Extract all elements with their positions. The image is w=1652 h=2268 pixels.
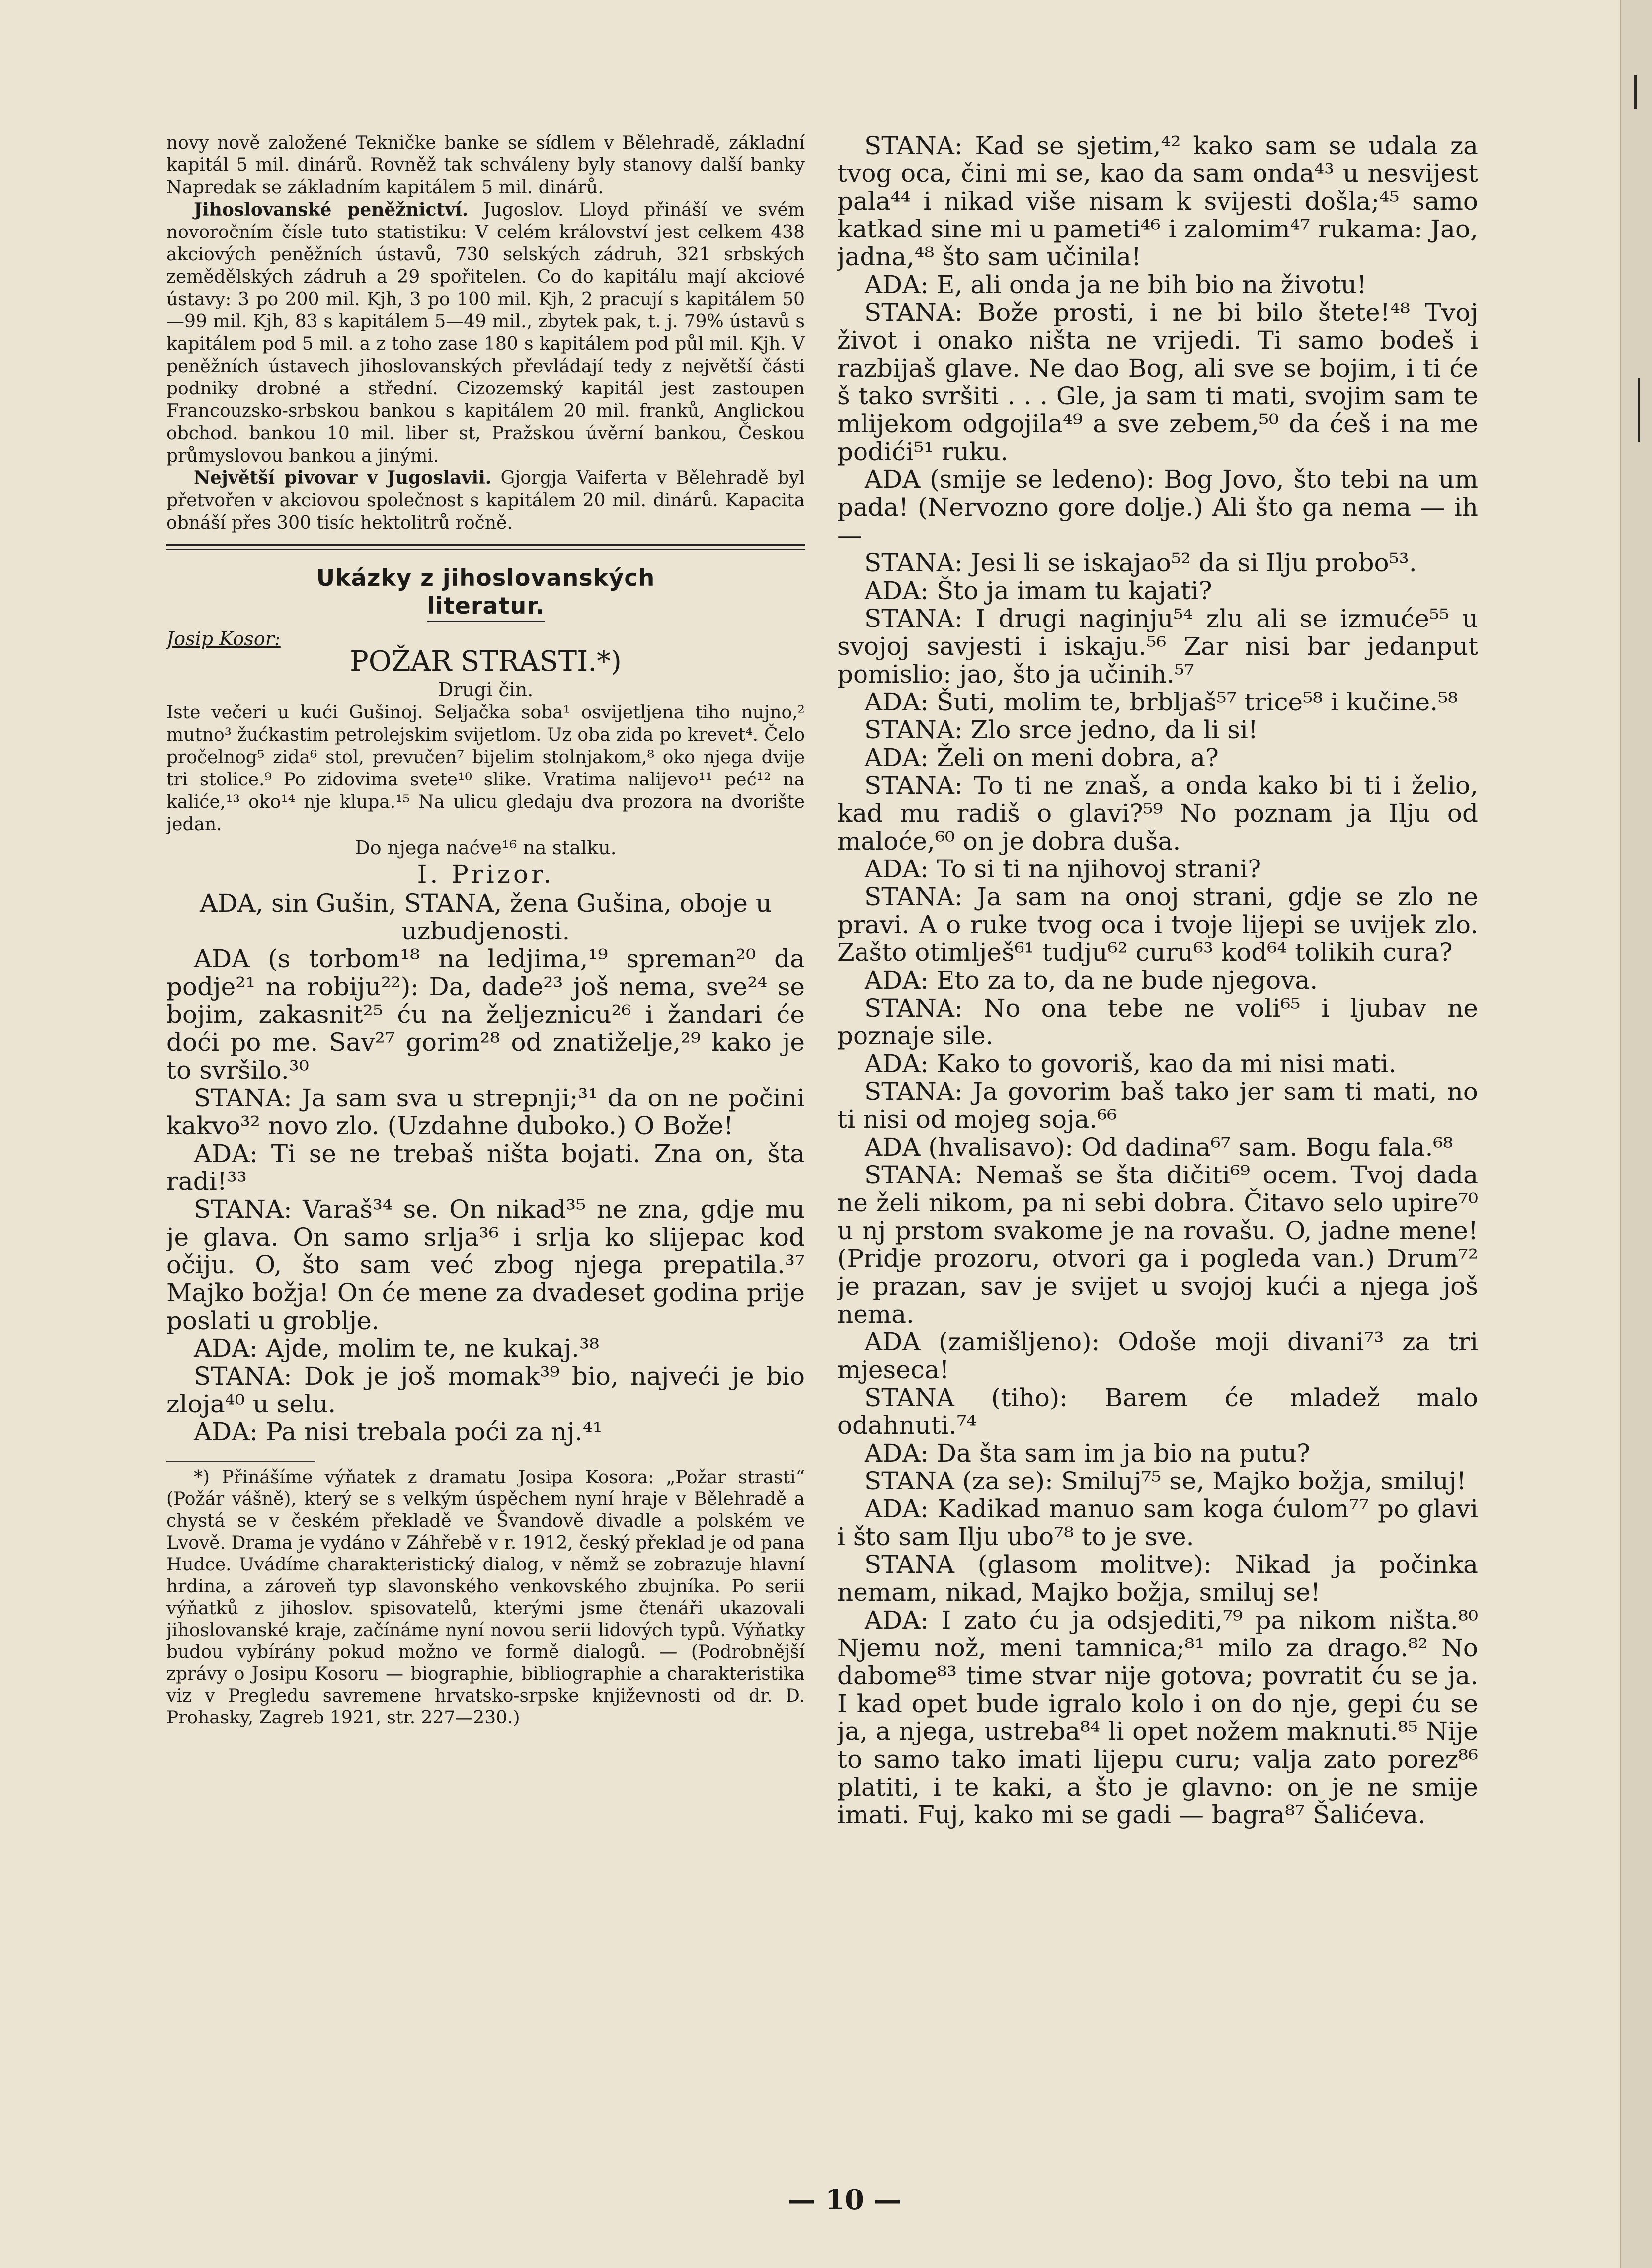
scene-label: I. Prizor. <box>417 860 554 889</box>
paragraph-brewery <box>166 467 805 534</box>
author: Josip Kosor: <box>166 628 281 650</box>
dialogue-line: ADA: Pa nisi trebala poći za nj.⁴¹ <box>194 1417 603 1446</box>
dialogue-line: STANA (za se): Smiluj⁷⁵ se, Majko božja, smiluj! <box>865 1467 1467 1495</box>
margin-mark <box>1634 75 1637 109</box>
dialogue-line: ADA: Ajde, molim te, ne kukaj.³⁸ <box>194 1334 600 1363</box>
left-column <box>166 132 805 2144</box>
dialogue-line: ADA: Kako to govoriš, kao da mi nisi mati. <box>865 1049 1397 1078</box>
stage-direction: Iste večeri u kući Gušinoj. Seljačka soba¹ osvijetljena tiho nujno,² mutno³ žućkastim petrolejskim svijetlom. Uz oba zida po krevet⁴. Čelo pročelnog⁵ zida⁶ stol, prevučen⁷ bijelim stolnjakom,⁸ oko njega dvije tri stolice.⁹ Po zidovima svete¹⁰ slike. Vratima nalijevo¹¹ peć¹² na kaliće,¹³ oko¹⁴ nje klupa.¹⁵ Na ulicu gledaju dva prozora na dvorište jedan. <box>166 703 805 835</box>
footnote-rule <box>166 1461 315 1462</box>
right-column <box>837 132 1478 2144</box>
dialogue-line: ADA: Eto za to, da ne bude njegova. <box>865 966 1318 995</box>
dialogue-line: STANA: Ja govorim baš tako jer sam ti mati, no ti nisi od mojeg soja.⁶⁶ <box>837 1077 1478 1134</box>
dialogue-line: ADA: Ti se ne trebaš ništa bojati. Zna on, šta radi!³³ <box>166 1139 805 1196</box>
section-title-line2: literatur. <box>427 592 545 622</box>
dialogue-line: STANA: Bože prosti, i ne bi bilo štete!⁴⁸ Tvoj život i onako ništa ne vrijedi. Ti samo bodeš i razbijaš glave. Ne dao Bog, ali sve se bojim, i ti će š tako svršiti . . . Gle, ja sam ti mati, svojim sam te mlijekom odgojila⁴⁹ a sve zebem,⁵⁰ da ćeš i na me podići⁵¹ ruku. <box>837 298 1478 466</box>
play-title: POŽAR STRASTI.*) <box>350 645 622 678</box>
dialogue-line: STANA (glasom molitve): Nikad ja počinka nemam, nikad, Majko božja, smiluj se! <box>837 1550 1478 1607</box>
dialogue-line: ADA: To si ti na njihovoj strani? <box>865 855 1261 883</box>
footnote: *) Přinášíme výňatek z dramatu Josipa Kosora: „Požar strasti“ (Požár vášně), který se s velkým úspěchem nyní hraje v Bělehradě a chystá se v českém překladě ve Švandově divadle a polském ve Lvově. Drama je vydáno v Záhřebě v r. 1912, český překlad je od pana Hudce. Uvádíme charakteristický dialog, v němž se zobrazuje hlavní hrdina, a zároveň typ slavonského venkovského zbujníka. Po serii výňatků z jihoslov. spisovatelů, kterými jsme čtenáři ukazovali jihoslovanské kraje, začínáme nyní novou serii lidových typů. Výňatky budou vybírány pokud možno ve formě dialogů. — (Podrobnější zprávy o Josipu Kosoru — biographie, bibliographie a charakteristika viz v Pregledu savremene hrvatsko-srpske književnosti od dr. D. Prohasky, Zagreb 1921, str. 227—230.) <box>166 1467 805 1728</box>
heading-finance: Jihoslovanské peněžnictví. <box>194 199 469 220</box>
dialogue-line: ADA: Želi on meni dobra, a? <box>865 743 1219 772</box>
act-label: Drugi čin. <box>438 679 534 701</box>
section-rule <box>166 544 805 550</box>
text-brewery: Gjorgja Vaiferta v Bělehradě byl přetvořen v akciovou společnost s kapitálem 20 mil. dinárů. Kapacita obnáší přes 300 tisíc hektolitrů ročně. <box>166 468 805 533</box>
dialogue-line: ADA (s torbom¹⁸ na ledjima,¹⁹ spreman²⁰ da podje²¹ na robiju²²): Da, dade²³ još nema, sve²⁴ se bojim, zakasnit²⁵ ću na željeznicu²⁶ i žandari će doći po me. Sav²⁷ gorim²⁸ od znatiželje,²⁹ kako je to svršilo.³⁰ <box>166 944 805 1085</box>
margin-mark <box>1638 378 1640 442</box>
dialogue-line: STANA: Jesi li se iskajao⁵² da si Ilju probo⁵³. <box>865 548 1417 577</box>
page-edge <box>1620 0 1652 2268</box>
cast-list: ADA, sin Gušin, STANA, žena Gušina, oboje u uzbudjenosti. <box>199 889 772 945</box>
dialogue-line: STANA: Zlo srce jedno, da li si! <box>865 715 1258 744</box>
dialogue-line: STANA: No ona tebe ne voli⁶⁵ i ljubav ne poznaje sile. <box>837 994 1478 1050</box>
dialogue-line: ADA: Što ja imam tu kajati? <box>865 576 1212 605</box>
text-finance: Jugoslov. Lloyd přináší ve svém novoročním čísle tuto statistiku: V celém království jest celkem 438 akciových peněžních ústavů, 730 selských zádruh, 321 srbských zemědělských zádruh a 29 spořitelen. Co do kapitálu mají akciové ústavy: 3 po 200 mil. Kjh, 3 po 100 mil. Kjh, 2 pracují s kapitálem 50—99 mil. Kjh, 83 s kapitálem 5—49 mil., zbytek pak, t. j. 79% ústavů s kapitálem pod 5 mil. a z toho zase 180 s kapitálem pod půl mil. Kjh. V peněžních ústavech jihoslovanských převládají tedy z největší části podniky drobné a střední. Cizozemský kapitál jest zastoupen Francouzsko-srbskou bankou s kapitálem 20 mil. franků, Anglickou obchod. bankou 10 mil. liber st, Pražskou úvěrní bankou, Českou průmyslovou bankou a jinými. <box>166 200 805 466</box>
dialogue-line: ADA (hvalisavo): Od dadina⁶⁷ sam. Bogu fala.⁶⁸ <box>865 1133 1453 1162</box>
dialogue-line: ADA: Šuti, molim te, brbljaš⁵⁷ trice⁵⁸ i kučine.⁵⁸ <box>865 688 1458 716</box>
dialogue-line: STANA: Ja sam na onoj strani, gdje se zlo ne pravi. A o ruke tvog oca i tvoje lijepi se uvijek zlo. Zašto otimlješ⁶¹ tudju⁶² curu⁶³ kod⁶⁴ tolikih cura? <box>837 882 1478 967</box>
section-title-line1: Ukázky z jihoslovanských <box>316 564 655 591</box>
dialogue-line: STANA (tiho): Barem će mladež malo odahnuti.⁷⁴ <box>837 1383 1478 1440</box>
section-title <box>166 564 805 622</box>
dialogue-line: ADA: Kadikad manuo sam koga ćulom⁷⁷ po glavi i što sam Ilju ubo⁷⁸ to je sve. <box>837 1494 1478 1551</box>
dialogue-line: STANA: Dok je još momak³⁹ bio, najveći je bio zloja⁴⁰ u selu. <box>166 1362 805 1418</box>
dialogue-line: STANA: I drugi naginju⁵⁴ zlu ali se izmuće⁵⁵ u svojoj savjesti i iskaju.⁵⁶ Zar nisi bar jedanput pomislio: jao, što ja učinih.⁵⁷ <box>837 604 1478 689</box>
dialogue-line: ADA: Da šta sam im ja bio na putu? <box>865 1439 1310 1468</box>
dialogue-line: STANA: Kad se sjetim,⁴² kako sam se udala za tvog oca, čini mi se, kao da sam onda⁴³ u nesvijest pala⁴⁴ i nikad više nisam k svijesti došla;⁴⁵ samo katkad sine mi u pameti⁴⁶ i zalomim⁴⁷ rukama: Jao, jadna,⁴⁸ što sam učinila! <box>837 132 1478 271</box>
dialogue-line: STANA: Varaš³⁴ se. On nikad³⁵ ne zna, gdje mu je glava. On samo srlja³⁶ i srlja ko slijepac kod očiju. O, što sam već zbog njega prepatila.³⁷ Majko božja! On će mene za dvadeset godina prije poslati u groblje. <box>166 1195 805 1335</box>
dialogue-line: ADA: I zato ću ja odsjediti,⁷⁹ pa nikom ništa.⁸⁰ Njemu nož, meni tamnica;⁸¹ milo za drago.⁸² No dabome⁸³ time stvar nije gotova; povratit ću se ja. I kad opet bude igralo kolo i on do nje, gepi ću se ja, a njega, ustreba⁸⁴ li opet nožem maknuti.⁸⁵ Nije to samo tako imati lijepu curu; valja zato porez⁸⁶ platiti, i te kaki, a što je glavno: on je ne smije imati. Fuj, kako mi se gadi — bagra⁸⁷ Šalićeva. <box>837 1606 1478 1829</box>
dialogue-line: ADA (smije se ledeno): Bog Jovo, što tebi na um pada! (Nervozno gore dolje.) Ali što ga nema — ih — <box>837 465 1478 549</box>
heading-brewery: Největší pivovar v Jugoslavii. <box>194 468 492 488</box>
paragraph-bank: novy nově založené Tekničke banke se sídlem v Bělehradě, základní kapitál 5 mil. dinárů. Rovněž tak schváleny byly stanovy další banky Napredak se základním kapitálem 5 mil. dinárů. <box>166 133 805 198</box>
stage-direction-end: Do njega naćve¹⁶ na stalku. <box>355 837 617 859</box>
dialogue-line: STANA: To ti ne znaš, a onda kako bi ti i želio, kad mu radiš o glavi?⁵⁹ No poznam ja Ilju od maloće,⁶⁰ on je dobra duša. <box>837 771 1478 856</box>
page-number: — 10 — <box>787 2184 902 2216</box>
dialogue-line: STANA: Ja sam sva u strepnji;³¹ da on ne počini kakvo³² novo zlo. (Uzdahne duboko.) O Bože! <box>166 1084 805 1140</box>
dialogue-line: STANA: Nemaš se šta dičiti⁶⁹ ocem. Tvoj dada ne želi nikom, pa ni sebi dobra. Čitavo selo upire⁷⁰ u nj prstom svakome je na rovašu. O, jadne mene! (Pridje prozoru, otvori ga i pogleda van.) Drum⁷² je prazan, sav je svijet u svojoj kući a njega još nema. <box>837 1161 1478 1329</box>
dialogue-line: ADA (zamišljeno): Odoše moji divani⁷³ za tri mjeseca! <box>837 1328 1478 1384</box>
paragraph-finance <box>166 199 805 467</box>
dialogue-line: ADA: E, ali onda ja ne bih bio na životu! <box>865 270 1367 299</box>
